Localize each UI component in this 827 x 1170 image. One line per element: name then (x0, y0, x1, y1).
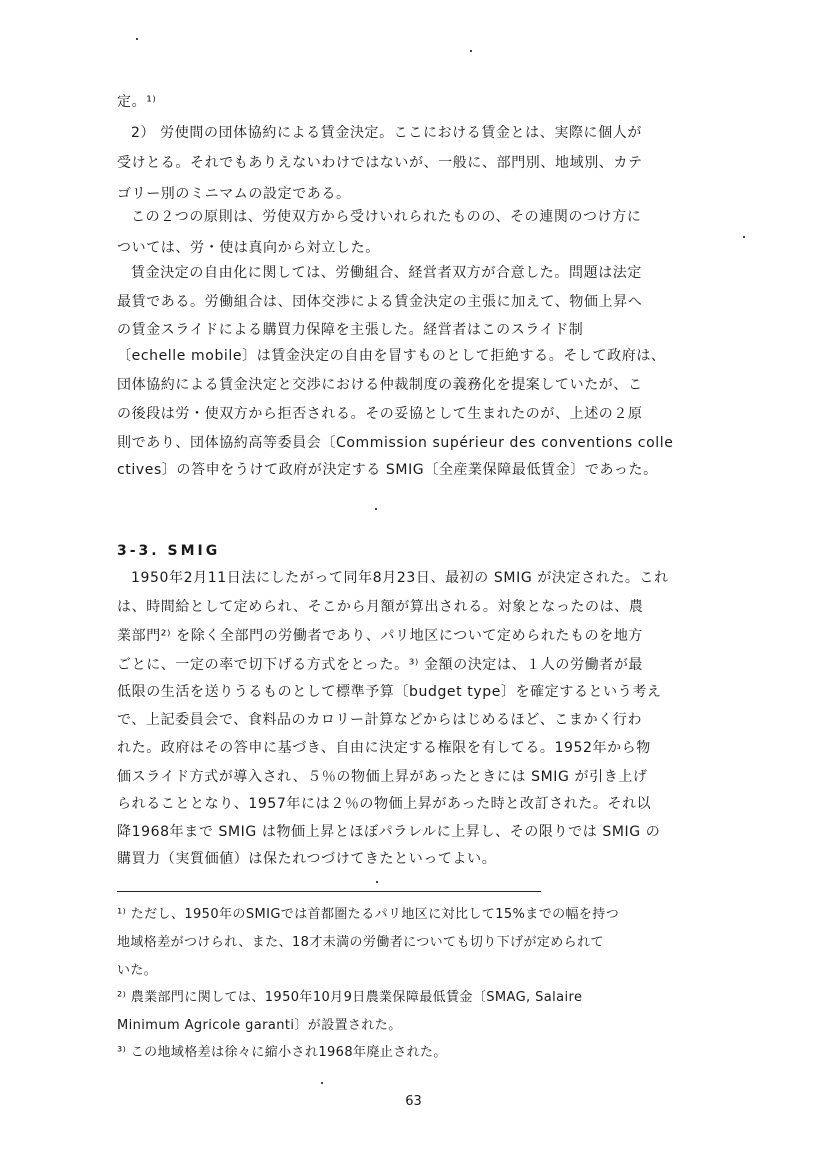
section-line: 1950年2月11日法にしたがって同年8月23日、最初の SMIG が決定された。これ (131, 570, 669, 586)
section-heading: 3-3. SMIG (117, 543, 221, 559)
section-line: ごとに、一定の率で切下げる方式をとった。³⁾ 金額の決定は、１人の労働者が最 (117, 657, 644, 673)
section-line: 業部門²⁾ を除く全部門の労働者であり、パリ地区について定められたものを地方 (117, 628, 644, 644)
body-line: 受けとる。それでもありえないわけではないが、一般に、部門別、地域別、カテ (117, 155, 643, 171)
footnote-line: 地域格差がつけられ、また、18才未満の労働者についても切り下げが定められて (117, 935, 604, 950)
footnote-line: いた。 (117, 963, 158, 978)
body-line: 則であり、団体協約高等委員会〔Commission supérieur des conventions colle (117, 435, 674, 451)
body-line: この２つの原則は、労使双方から受けいれられたものの、その連関のつけ方に (131, 209, 642, 225)
scan-speck (376, 881, 378, 883)
footnote-line: ¹⁾ ただし、1950年のSMIGでは首都圏たるパリ地区に対比して15%までの幅を持つ (117, 907, 620, 922)
section-line: 価スライド方式が導入され、５％の物価上昇があったときには SMIG が引き上げ (117, 769, 648, 785)
body-line: 〔echelle mobile〕は賃金決定の自由を冒すものとして拒絶する。そして政府は、 (117, 348, 666, 364)
body-line: ctives〕の答申をうけて政府が決定する SMIG〔全産業保障最低賃金〕であった。 (117, 462, 658, 478)
scan-speck (375, 508, 377, 510)
footnote-line: Minimum Agricole garanti〕が設置された。 (117, 1018, 402, 1033)
section-line: で、上記委員会で、食料品のカロリー計算などからはじめるほど、こまかく行わ (117, 712, 643, 728)
body-line: 団体協約による賃金決定と交渉における仲裁制度の義務化を提案していたが、こ (117, 377, 643, 393)
scan-speck (470, 50, 472, 52)
body-line: の賃金スライドによる購買力保障を主張した。経営者はこのスライド制 (117, 322, 584, 338)
page-number: 63 (405, 1094, 422, 1109)
footnote-separator (117, 891, 541, 892)
scan-speck (136, 38, 138, 40)
footnote-line: ³⁾ この地域格差は徐々に縮小され1968年廃止された。 (117, 1045, 447, 1060)
section-line: られることとなり、1957年には２％の物価上昇があった時と改訂された。それ以 (117, 796, 652, 812)
scan-speck (321, 1082, 323, 1084)
section-line: は、時間給として定められ、そこから月額が算出される。対象となったのは、農 (117, 599, 644, 615)
body-line: ゴリー別のミニマムの設定である。 (117, 186, 351, 202)
body-line: 定。¹⁾ (117, 94, 157, 110)
section-line: 降1968年まで SMIG は物価上昇とほぼパラレルに上昇し、その限りでは SMIG の (117, 824, 661, 840)
footnote-line: ²⁾ 農業部門に関しては、1950年10月9日農業保障最低賃金〔SMAG, Salaire (117, 990, 583, 1005)
section-line: 低限の生活を送りうるものとして標準予算〔budget type〕を確定するという考え (117, 684, 662, 700)
scan-speck (743, 236, 745, 238)
body-line: 賃金決定の自由化に関しては、労働組合、経営者双方が合意した。問題は法定 (131, 265, 642, 281)
body-line: ついては、労・使は真向から対立した。 (117, 240, 380, 256)
body-line: の後段は労・使双方から拒否される。その妥協として生まれたのが、上述の２原 (117, 406, 643, 422)
body-line: 最賃である。労働組合は、団体交渉による賃金決定の主張に加えて、物価上昇へ (117, 294, 643, 310)
section-line: れた。政府はその答申に基づき、自由に決定する権限を有してる。1952年から物 (117, 740, 651, 756)
section-line: 購買力（実質価値）は保たれつづけてきたといってよい。 (117, 851, 497, 867)
body-line: 2） 労使間の団体協約による賃金決定。ここにおける賃金とは、実際に個人が (131, 125, 642, 141)
